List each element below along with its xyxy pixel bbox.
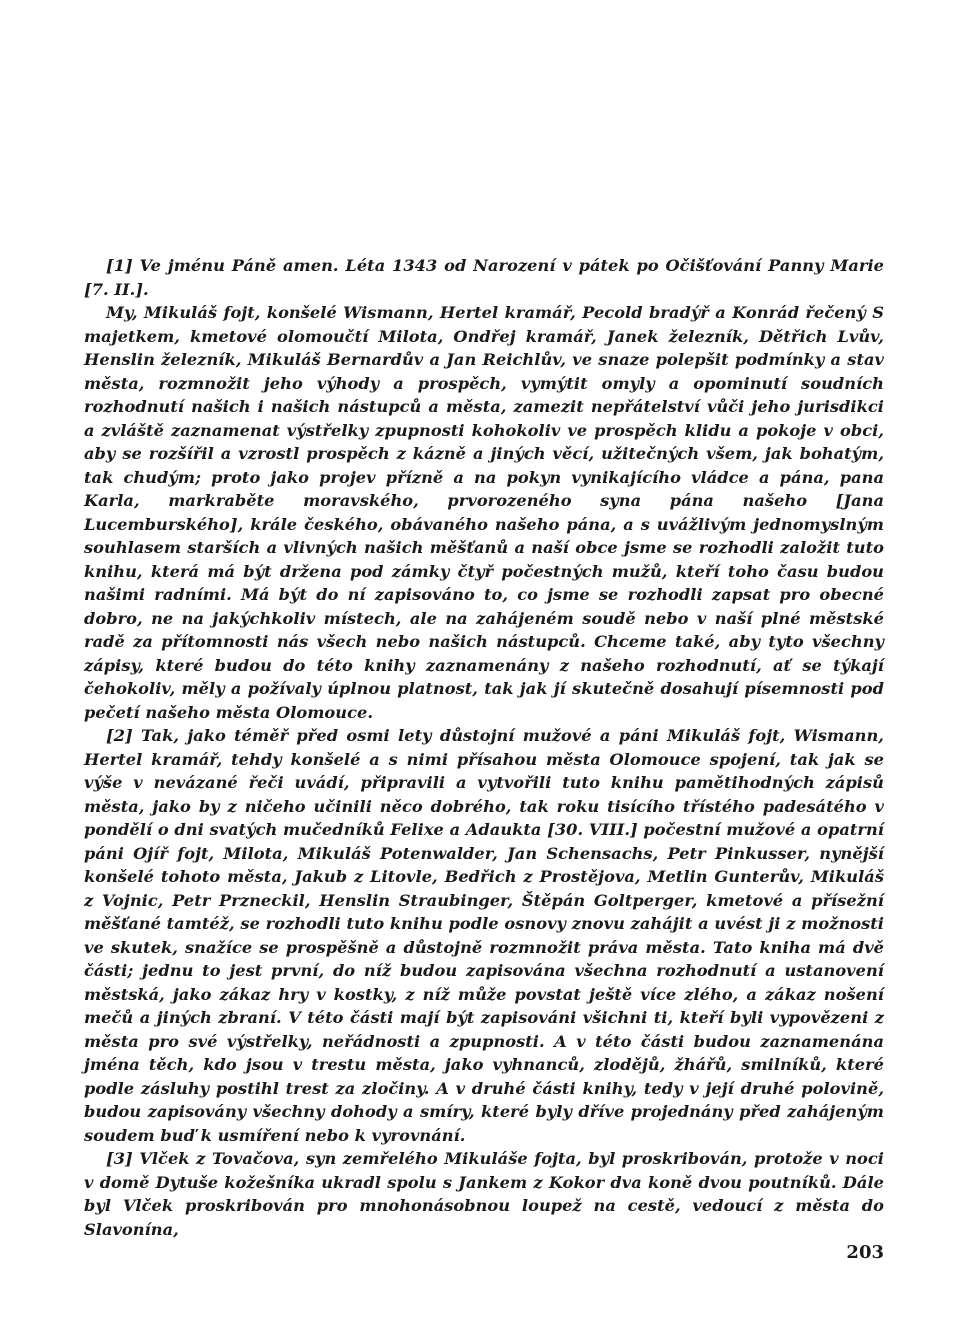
page-number: 203 — [846, 1242, 884, 1263]
paragraph-3: [3] Vlček z Tovačova, syn zemřelého Mikuláše fojta, byl proskribován, protože v noci v domě Dytuše kožešníka ukradl spolu s Jankem z Kokor dva koně dvou poutníků. Dále byl Vlček proskribován pro mnohonásobnou loupež na cestě, vedoucí z města do Slavonína, — [84, 1149, 884, 1239]
paragraph-1-heading: [1] Ve jménu Páně amen. Léta 1343 od Narození v pátek po Očišťování Panny Marie [7. II.]. — [84, 256, 884, 299]
paragraph-1-body: My, Mikuláš fojt, konšelé Wismann, Hertel kramář, Pecold bradýř a Konrád řečený S majetkem, kmetové olomoučtí Milota, Ondřej kramář, Janek železník, Dětřich Lvův, Henslin železník, Mikuláš Bernardův a Jan Reichlův, ve snaze polepšit podmínky a stav města, rozmnožit jeho výhody a prospěch, vymýtit omyly a opominutí soudních rozhodnutí našich i našich nástupců a města, zamezit nepřátelství vůči jeho jurisdikci a zvláště zaznamenat výstřelky zpupnosti kohokoliv ve prospěch klidu a pokoje v obci, aby se rozšířil a vzrostl prospěch z kázně a jiných věcí, užitečných všem, jak bohatým, tak chudým; proto jako projev přízně a na pokyn vynikajícího vládce a pána, pana Karla, markraběte moravského, prvorozeného syna pána našeho [Jana Lucemburského], krále českého, obávaného našeho pána, a s uvážlivým jednomyslným souhlasem starších a vlivných našich měšťanů a naší obce jsme se rozhodli založit tuto knihu, která má být držena pod zámky čtyř počestných mužů, kteří toho času budou našimi radními. Má být do ní zapisováno to, co jsme se rozhodli zapsat pro obecné dobro, ne na jakýchkoliv místech, ale na zahájeném soudě nebo v naší plné městské radě za přítomnosti nás všech nebo našich nástupců. Chceme také, aby tyto všechny zápisy, které budou do této knihy zaznamenány z našeho rozhodnutí, ať se týkají čehokoliv, měly a požívaly úplnou platnost, tak jak jí skutečně dosahují písemnosti pod pečetí našeho města Olomouce. — [84, 303, 884, 722]
paragraph-2: [2] Tak, jako téměř před osmi lety důstojní mužové a páni Mikuláš fojt, Wismann, Hertel kramář, tehdy konšelé a s nimi přísahou města Olomouce spojení, tak jak se výše v nevázané řeči uvádí, připravili a vytvořili tuto knihu pamětihodných zápisů města, jako by z ničeho učinili něco dobrého, tak roku tisícího třístého padesátého v pondělí o dni svatých mučedníků Felixe a Adaukta [30. VIII.] počestní mužové a opatrní páni Ojíř fojt, Milota, Mikuláš Potenwalder, Jan Schensachs, Petr Pinkusser, nynější konšelé tohoto města, Jakub z Litovle, Bedřich z Prostějova, Metlin Gunterův, Mikuláš z Vojnic, Petr Przneckil, Henslin Straubinger, Štěpán Goltperger, kmetové a přísežní měšťané tamtéž, se rozhodli tuto knihu podle osnovy znovu zahájit a uvést ji z možnosti ve skutek, snažíce se prospěšně a důstojně rozmnožit práva města. Tato kniha má dvě části; jednu to jest první, do níž budou zapisována všechna rozhodnutí a ustanovení městská, jako zákaz hry v kostky, z níž může povstat ještě více zlého, a zákaz nošení mečů a jiných zbraní. V této části mají být zapisováni všichni ti, kteří byli vypovězeni z města pro své výstřelky, neřádnosti a zpupnosti. A v této části budou zaznamenána jména těch, kdo jsou v trestu města, jako vyhnanců, zlodějů, žhářů, smilníků, které podle zásluhy postihl trest za zločiny. A v druhé části knihy, tedy v její druhé polovině, budou zapisovány všechny dohody a smíry, které byly dříve projednány před zahájeným soudem buď k usmíření nebo k vyrovnání. — [84, 726, 884, 1145]
document-body — [84, 254, 884, 1241]
